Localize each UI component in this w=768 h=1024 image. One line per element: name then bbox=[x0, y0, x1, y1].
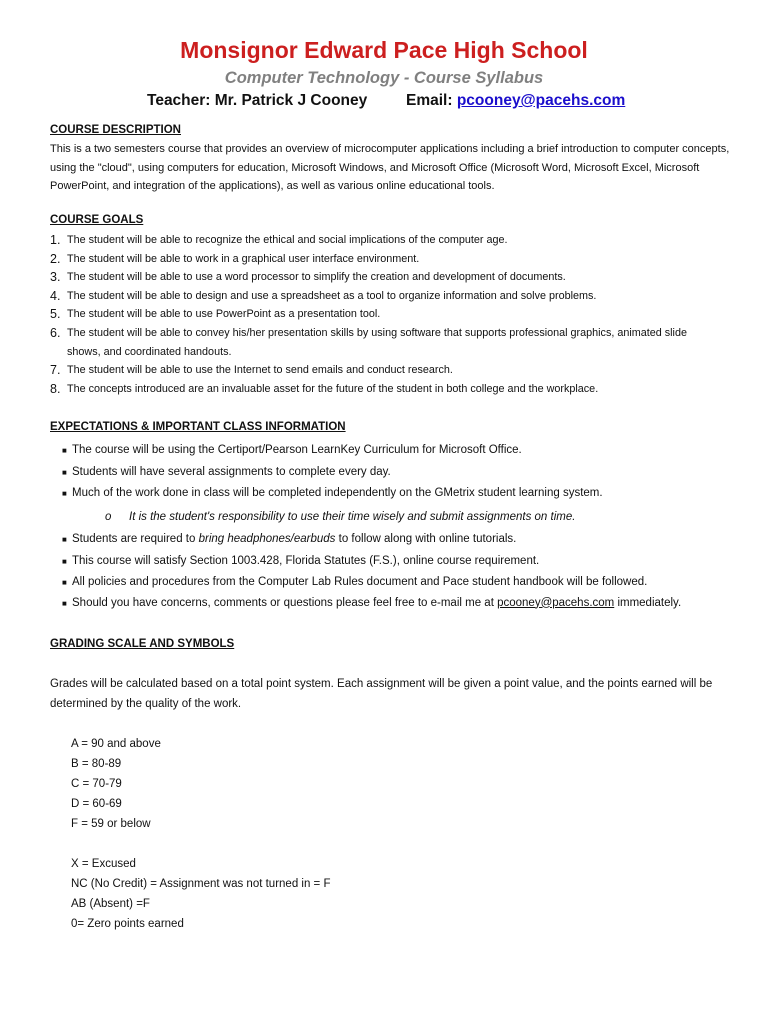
goal-item: 6. The student will be able to convey his/her presentation skills by using software that supports professional graphics, animated slide shows, and coordinated handouts. bbox=[50, 325, 687, 358]
expectation-item: ■ Much of the work done in class will be completed independently on the GMetrix student learning system. bbox=[62, 483, 752, 505]
goal-item: 8. The concepts introduced are an invaluable asset for the future of the student in both college and the workplace. bbox=[50, 381, 599, 396]
grading-intro: Grades will be calculated based on a total point system. Each assignment will be given a point value, and the points earned will be determined by the quality of the work. bbox=[50, 678, 713, 710]
goal-item: 3. The student will be able to use a word processor to simplify the creation and development of documents. bbox=[50, 270, 566, 285]
expectation-item: ■ This course will satisfy Section 1003.428, Florida Statutes (F.S.), online course requirement. bbox=[62, 551, 752, 573]
bullet-icon: ■ bbox=[62, 467, 67, 477]
teacher-name: Teacher: Mr. Patrick J Cooney bbox=[147, 92, 368, 109]
symbol-item: AB (Absent) =F bbox=[71, 898, 150, 911]
email-link[interactable]: pcooney@pacehs.com bbox=[456, 92, 626, 109]
goal-item: 4. The student will be able to design and use a spreadsheet as a tool to organize information and solve problems. bbox=[50, 288, 597, 303]
expectation-item: ■ Students are required to bring headphones/earbuds to follow along with online tutorials. bbox=[62, 529, 752, 551]
course-goals-heading: COURSE GOALS bbox=[50, 214, 144, 226]
grading-heading: GRADING SCALE AND SYMBOLS bbox=[50, 638, 235, 650]
bullet-icon: ■ bbox=[62, 598, 67, 608]
course-description-text: This is a two semesters course that provides an overview of microcomputer applications including a brief introduction to computer concepts, using the "cloud", using computers for education, Microsoft Windows, and Microsoft Office (Microsoft Word, Microsoft Excel, Microsoft PowerPoint, and integration of the applications), as well as various online educational tools. bbox=[50, 143, 730, 192]
goal-item: 7. The student will be able to use the Internet to send emails and conduct research. bbox=[50, 363, 453, 378]
expectation-item: ■ The course will be using the Certiport/Pearson LearnKey Curriculum for Microsoft Office. bbox=[62, 440, 752, 462]
course-subtitle: Computer Technology - Course Syllabus bbox=[224, 69, 544, 87]
course-description-heading: COURSE DESCRIPTION bbox=[50, 124, 181, 136]
goal-item: 1. The student will be able to recognize the ethical and social implications of the computer age. bbox=[50, 233, 508, 247]
expectations-heading: EXPECTATIONS & IMPORTANT CLASS INFORMATION bbox=[50, 421, 346, 433]
bullet-icon: ■ bbox=[62, 489, 67, 498]
grade-item: C = 70-79 bbox=[71, 778, 122, 791]
goal-item: 2. The student will be able to work in a graphical user interface environment. bbox=[50, 251, 420, 266]
bullet-icon: ■ bbox=[62, 535, 67, 544]
symbol-item: 0= Zero points earned bbox=[71, 918, 184, 931]
symbol-item: NC (No Credit) = Assignment was not turned in = F bbox=[71, 878, 331, 891]
bullet-icon: ■ bbox=[62, 578, 67, 587]
grading-scale-list bbox=[71, 734, 161, 834]
grade-item: B = 80-89 bbox=[71, 758, 122, 771]
grade-item: F = 59 or below bbox=[71, 818, 151, 831]
course-goals-list bbox=[50, 231, 740, 398]
bullet-icon: ■ bbox=[62, 446, 67, 455]
expectation-item: ■ Should you have concerns, comments or questions please feel free to e-mail me at pcooney@pacehs.com immediately. bbox=[62, 594, 752, 613]
expectation-item: ■ Students will have several assignments to complete every day. bbox=[62, 462, 752, 484]
email-label: Email: bbox=[406, 92, 453, 109]
grading-symbols-list bbox=[71, 854, 331, 934]
school-title: Monsignor Edward Pace High School bbox=[180, 37, 588, 63]
expectation-item: ■ All policies and procedures from the Computer Lab Rules document and Pace student handbook will be followed. bbox=[62, 572, 752, 594]
grade-item: A = 90 and above bbox=[71, 738, 161, 750]
email-line bbox=[406, 89, 625, 113]
expectation-sub-item: o It is the student's responsibility to use their time wisely and submit assignments on time. bbox=[105, 507, 575, 527]
bullet-icon: ■ bbox=[62, 556, 67, 566]
sub-bullet-marker: o bbox=[105, 511, 112, 523]
symbol-item: X = Excused bbox=[71, 858, 136, 870]
expectations-list-b bbox=[62, 529, 752, 613]
goal-item: 5. The student will be able to use PowerPoint as a presentation tool. bbox=[50, 307, 381, 322]
concerns-email-link[interactable]: pcooney@pacehs.com bbox=[497, 596, 615, 609]
expectations-list-a bbox=[62, 440, 752, 505]
grade-item: D = 60-69 bbox=[71, 798, 122, 811]
